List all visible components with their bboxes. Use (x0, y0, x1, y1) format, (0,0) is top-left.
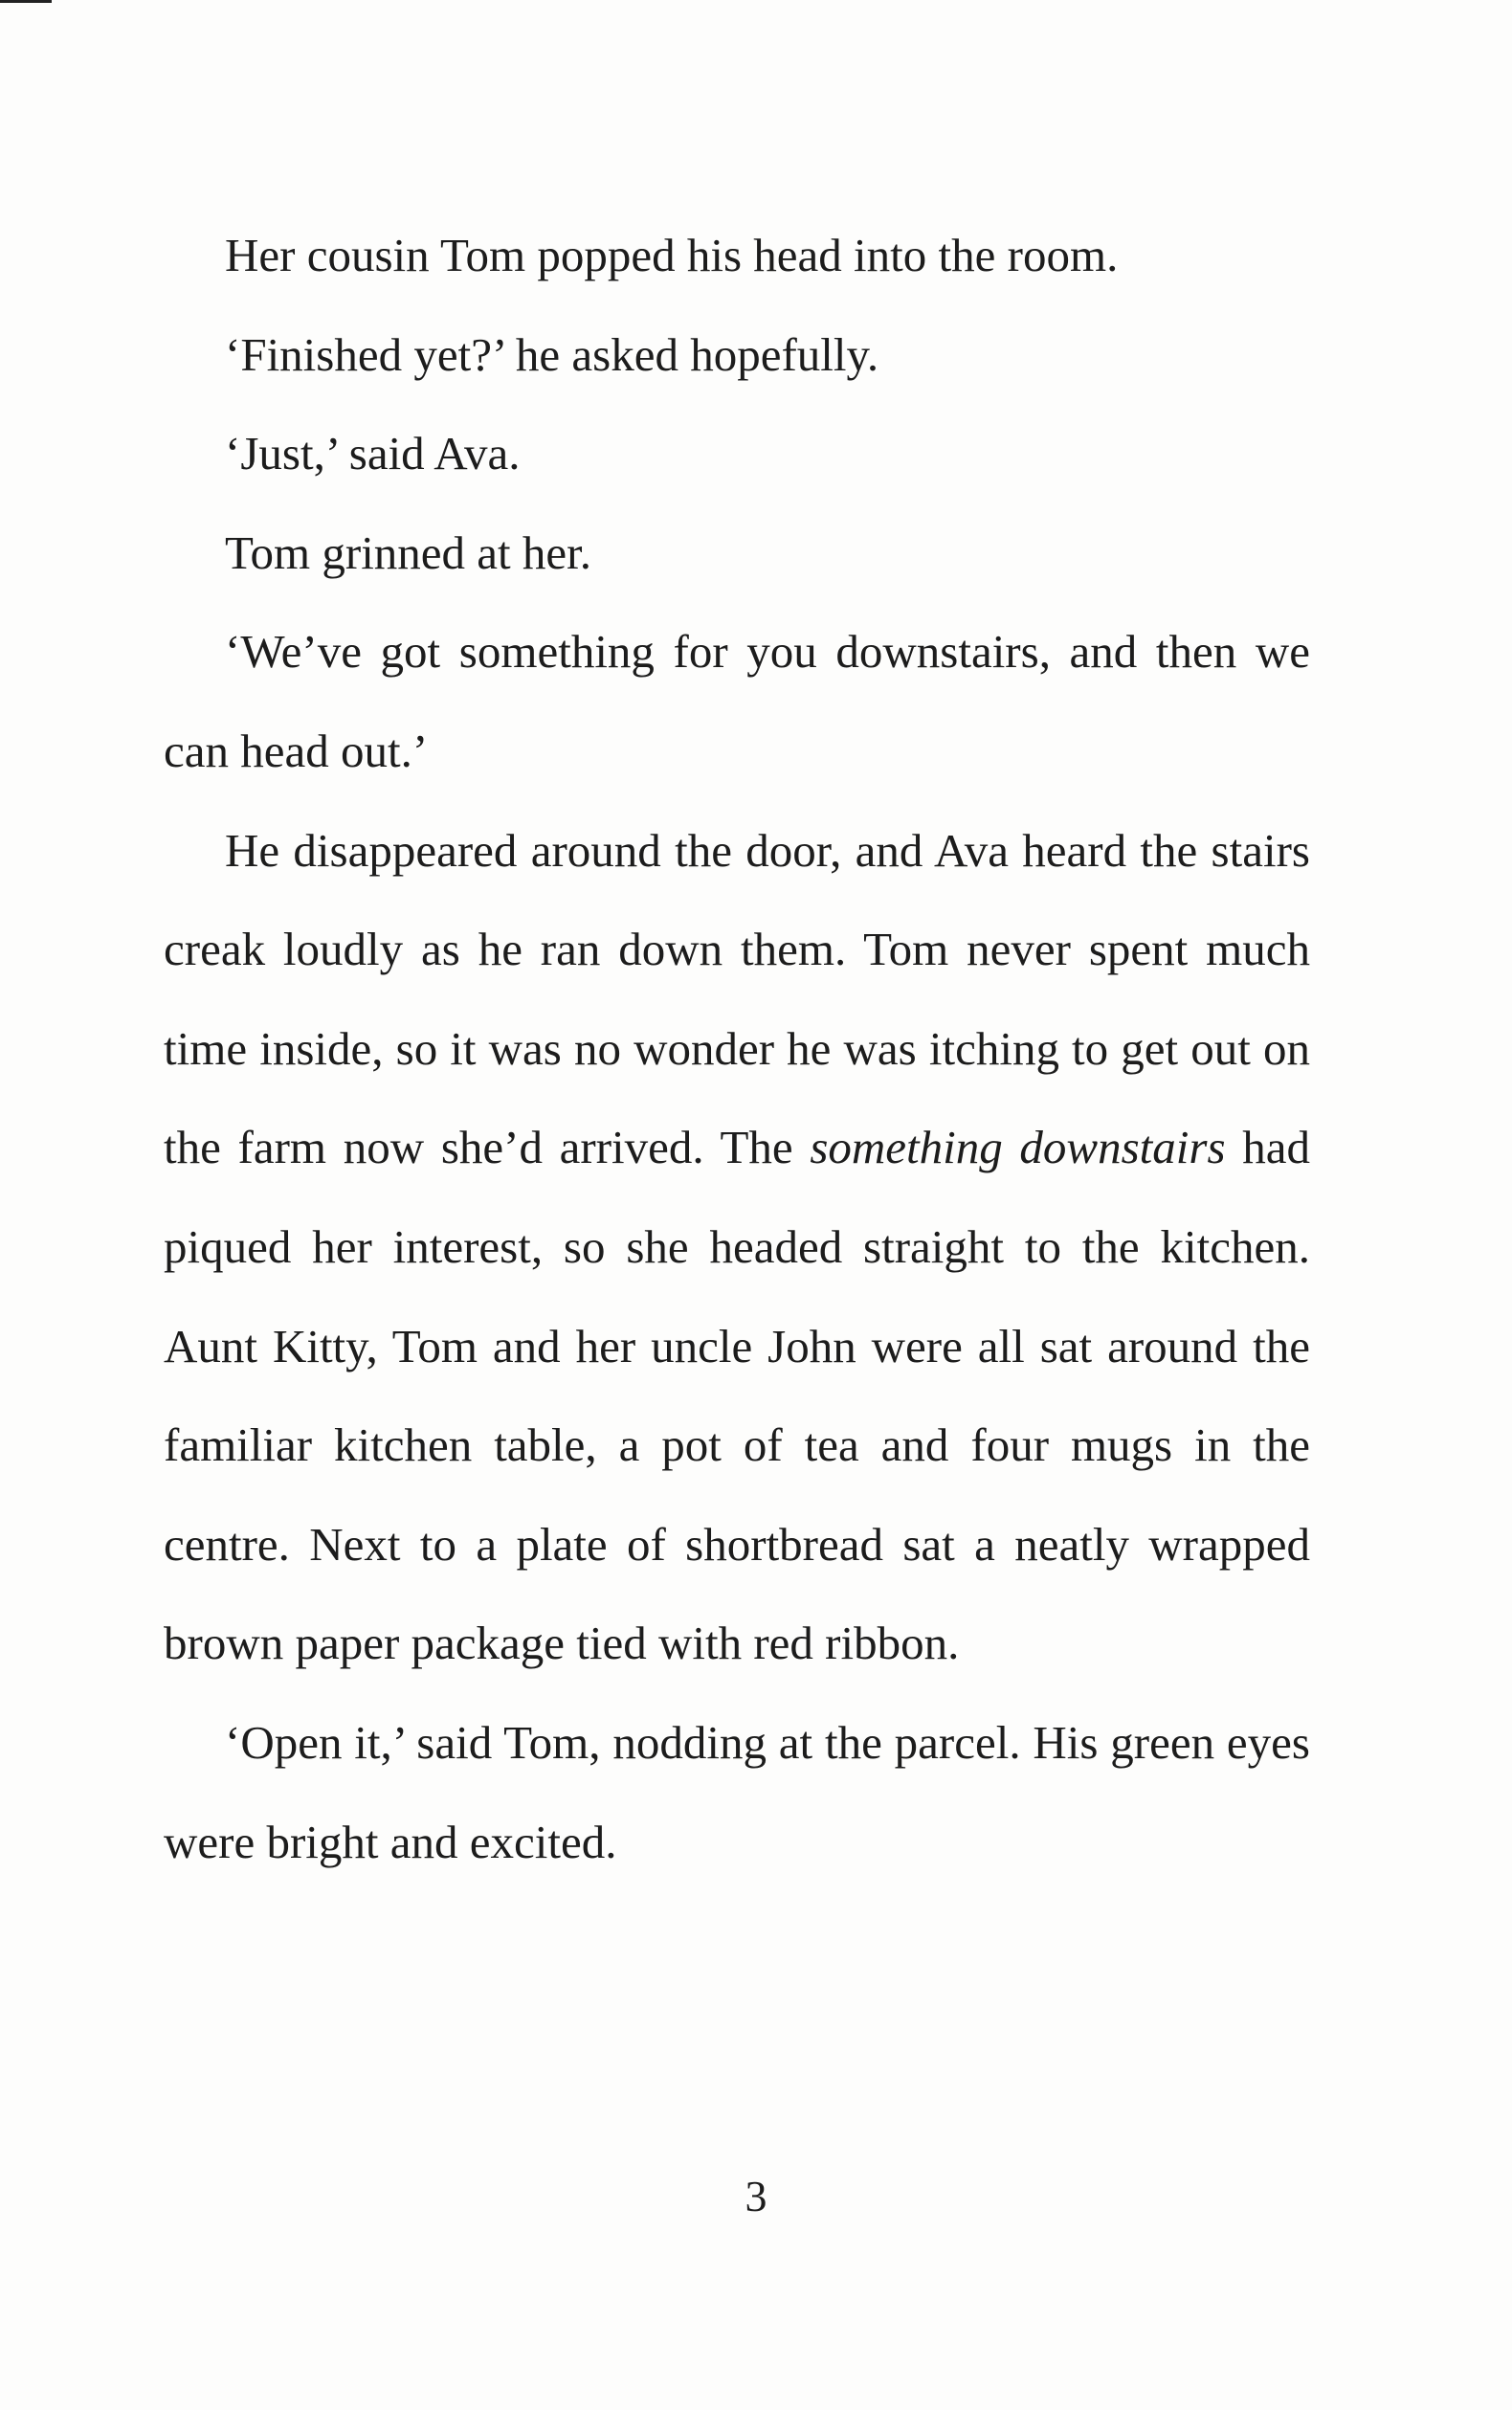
paragraph-1: Her cousin Tom popped his head into the room. (225, 229, 1119, 281)
paragraph-2: ‘Finished yet?’ he asked hopefully. (225, 327, 879, 381)
page-edge-rule (0, 0, 52, 3)
paragraph-6-text-after: had piqued her interest, so she headed straight to the kitchen. Aunt Kitty, Tom and her uncle John were all sat around the familiar kitchen table, a pot of tea and four mugs in the centre. Next to a plate of shortbread sat a neatly wrapped brown paper package tied with red ribbon. (164, 1121, 1311, 1670)
page-number: 3 (745, 2172, 767, 2220)
paragraph-4: Tom grinned at her. (225, 525, 592, 579)
paragraph-3: ‘Just,’ said Ava. (225, 427, 521, 480)
paragraph-7: ‘Open it,’ said Tom, nodding at the parcel. His green eyes were bright and excited. (164, 1715, 1310, 1868)
paragraph-5: ‘We’ve got something for you downstairs, and then we can head out.’ (164, 625, 1310, 777)
body-text (164, 206, 1310, 1891)
paragraph-6-text-before: He disappeared around the door, and Ava heard the stairs creak loudly as he ran down them. Tom never spent much time inside, so it was no wonder he was itching to get out on the farm now she’d arrived. The (164, 823, 1310, 1174)
paragraph-6 (164, 801, 1310, 1693)
paragraph-6-italic-phrase: something downstairs (810, 1121, 1226, 1174)
